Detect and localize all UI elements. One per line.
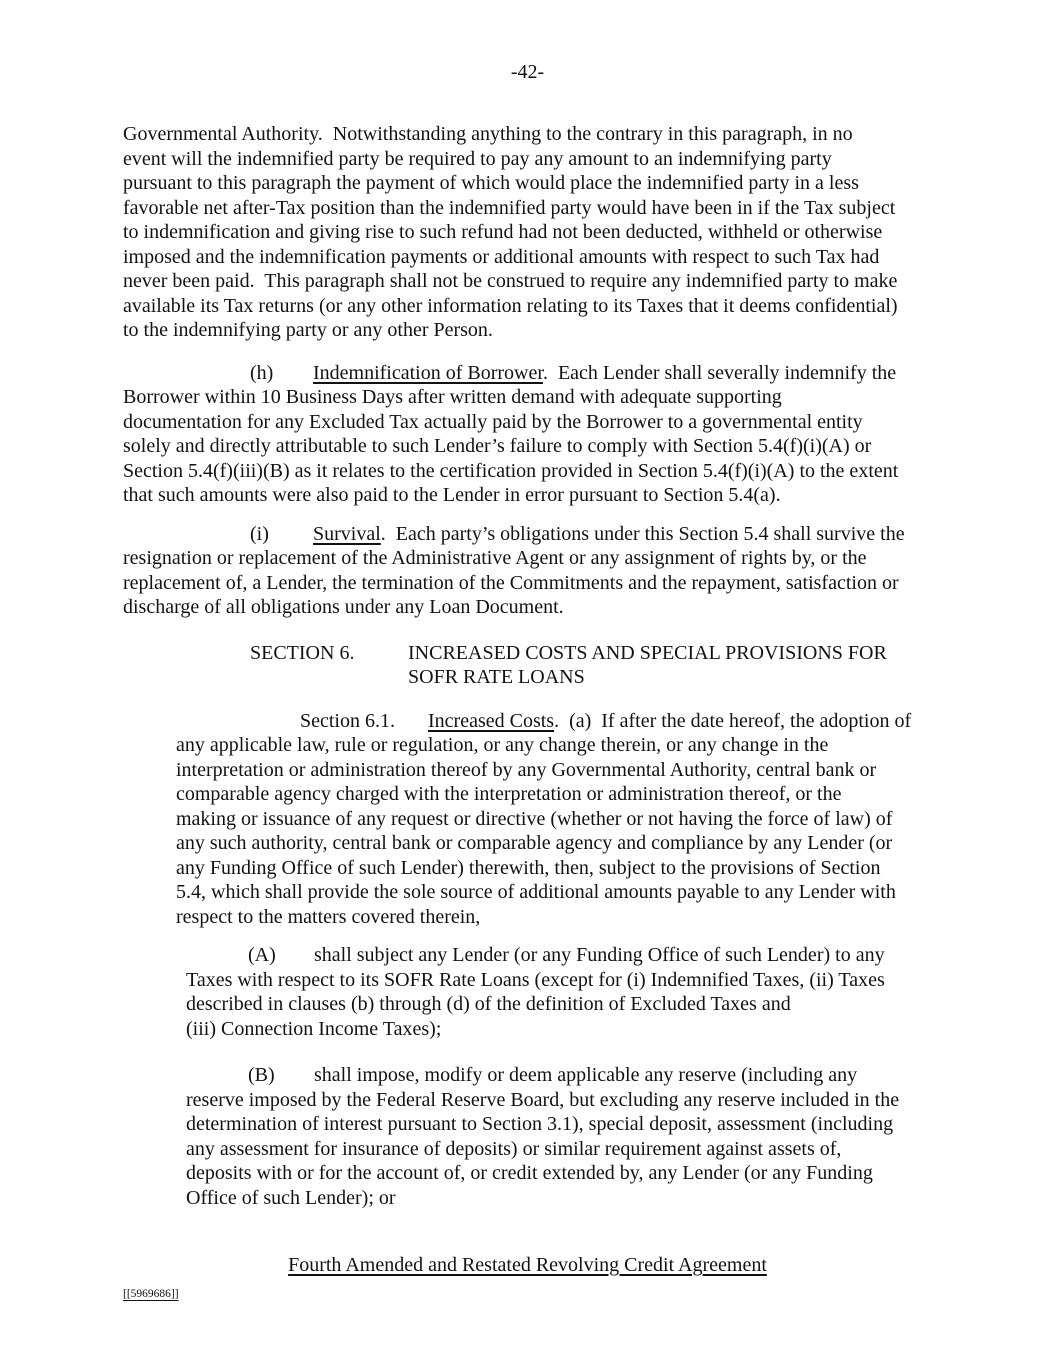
text-line: described in clauses (b) through (d) of the definition of Excluded Taxes and xyxy=(186,993,791,1015)
text-line: Section 5.4(f)(iii)(B) as it relates to the certification provided in Section 5.4(f)(i)(A) to the extent xyxy=(123,459,899,482)
clause-label: (i) xyxy=(250,522,269,545)
paragraph-section-6-1-increased-costs xyxy=(176,709,993,930)
text-line: reserve imposed by the Federal Reserve Board, but excluding any reserve included in the xyxy=(186,1088,900,1111)
text-line: solely and directly attributable to such Lender’s failure to comply with Section 5.4(f)(i)(A) or xyxy=(123,435,872,457)
text-line: event will the indemnified party be required to pay any amount to an indemnifying party xyxy=(123,147,832,170)
clause-label: (h) xyxy=(250,361,274,384)
paragraph-lines xyxy=(186,968,993,1042)
paragraph-clause-b xyxy=(186,1063,993,1210)
text-line: any applicable law, rule or regulation, or any change therein, or any change in the xyxy=(176,734,829,756)
text-line: respect to the matters covered therein, xyxy=(176,905,481,928)
paragraph-i-survival xyxy=(123,522,993,620)
paragraph-first-line xyxy=(248,1063,993,1088)
text-line: favorable net after-Tax position than the indemnified party would have been in if the Tax subject xyxy=(123,196,896,219)
paragraph-first-line xyxy=(250,361,993,386)
paragraph-first-line xyxy=(300,709,993,734)
section-number-label: SECTION 6. xyxy=(250,641,355,664)
text-line: never been paid. This paragraph shall not be construed to require any indemnified party to make xyxy=(123,270,898,292)
text-line: Office of such Lender); or xyxy=(186,1186,396,1209)
text-line: documentation for any Excluded Tax actually paid by the Borrower to a governmental entity xyxy=(123,410,863,433)
text-line: interpretation or administration thereof by any Governmental Authority, central bank or xyxy=(176,758,877,781)
paragraph-first-line xyxy=(248,943,993,968)
text-line: to the indemnifying party or any other Person. xyxy=(123,319,493,341)
paragraph-lines xyxy=(186,1088,993,1211)
paragraph-clause-a xyxy=(186,943,993,1041)
text-line: determination of interest pursuant to Section 3.1), special deposit, assessment (including xyxy=(186,1113,894,1135)
clause-heading: Indemnification of Borrower xyxy=(313,361,543,384)
text-line: pursuant to this paragraph the payment of which would place the indemnified party in a less xyxy=(123,172,859,194)
clause-heading: Survival xyxy=(313,522,381,545)
section-title xyxy=(408,641,887,690)
document-body xyxy=(123,122,993,1210)
paragraph-first-line xyxy=(250,522,993,547)
paragraph-lines xyxy=(123,385,993,508)
text-line: Taxes with respect to its SOFR Rate Loans (except for (i) Indemnified Taxes, (ii) Taxes xyxy=(186,968,885,991)
text-line: Borrower within 10 Business Days after written demand with adequate supporting xyxy=(123,386,782,408)
paragraph-governmental-authority xyxy=(123,122,993,343)
paragraph-h-indemnification-of-borrower xyxy=(123,361,993,508)
document-id-stamp: [[5969686]] xyxy=(123,1288,179,1300)
clause-heading: Increased Costs xyxy=(428,709,555,732)
clause-lead-text: . Each party’s obligations under this Section 5.4 shall survive the xyxy=(380,522,905,545)
footer-document-title: Fourth Amended and Restated Revolving Credit Agreement xyxy=(288,1254,767,1276)
text-line: deposits with or for the account of, or credit extended by, any Lender (or any Funding xyxy=(186,1162,873,1184)
clause-lead-text: shall impose, modify or deem applicable any reserve (including any xyxy=(314,1064,858,1086)
text-line: comparable agency charged with the interpretation or administration thereof, or the xyxy=(176,783,842,805)
paragraph-lines xyxy=(123,546,993,620)
clause-lead-text: shall subject any Lender (or any Funding Office of such Lender) to any xyxy=(314,944,885,966)
clause-label: (A) xyxy=(248,944,276,966)
text-line: available its Tax returns (or any other information relating to its Taxes that it deems confidential) xyxy=(123,294,898,317)
clause-lead-text: . (a) If after the date hereof, the adoption of xyxy=(554,709,912,732)
text-line: making or issuance of any request or directive (whether or not having the force of law) of xyxy=(176,807,893,830)
text-line: resignation or replacement of the Administrative Agent or any assignment of rights by, or the xyxy=(123,547,867,569)
clause-lead-text: . Each Lender shall severally indemnify the xyxy=(542,361,897,384)
text-line: any assessment for insurance of deposits) or similar requirement against assets of, xyxy=(186,1137,842,1160)
text-line: to indemnification and giving rise to such refund had not been deducted, withheld or otherwise xyxy=(123,221,883,243)
text-line: discharge of all obligations under any Loan Document. xyxy=(123,596,564,618)
section-title-line: SOFR RATE LOANS xyxy=(408,666,585,688)
section-title-line: INCREASED COSTS AND SPECIAL PROVISIONS FOR xyxy=(408,641,887,664)
text-line: replacement of, a Lender, the termination of the Commitments and the repayment, satisfaction or xyxy=(123,571,899,594)
page-number: -42- xyxy=(510,61,545,83)
text-line: any Funding Office of such Lender) therewith, then, subject to the provisions of Section xyxy=(176,856,881,879)
paragraph-lines xyxy=(176,733,993,929)
section-6-heading xyxy=(250,641,993,690)
clause-label: Section 6.1. xyxy=(300,709,395,732)
text-line: (iii) Connection Income Taxes); xyxy=(186,1017,442,1040)
text-line: imposed and the indemnification payments or additional amounts with respect to such Tax had xyxy=(123,245,880,268)
text-line: that such amounts were also paid to the Lender in error pursuant to Section 5.4(a). xyxy=(123,484,781,506)
text-line: any such authority, central bank or comparable agency and compliance by any Lender (or xyxy=(176,832,893,854)
text-line: Governmental Authority. Notwithstanding anything to the contrary in this paragraph, in no xyxy=(123,123,853,145)
text-line: 5.4, which shall provide the sole source of additional amounts payable to any Lender with xyxy=(176,881,896,903)
clause-label: (B) xyxy=(248,1064,275,1086)
